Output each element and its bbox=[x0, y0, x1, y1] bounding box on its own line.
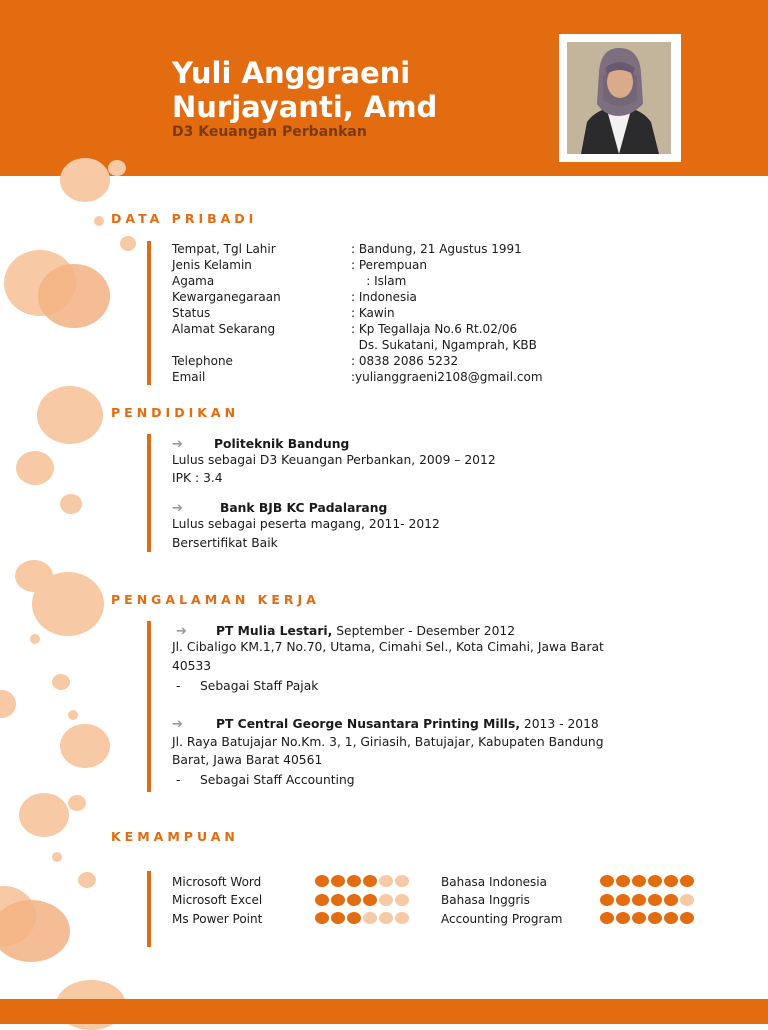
section-bar bbox=[147, 241, 151, 385]
rating-dot-filled bbox=[616, 894, 630, 906]
personal-label: Jenis Kelamin bbox=[172, 258, 252, 272]
rating-dot-empty bbox=[395, 875, 409, 887]
decor-circle bbox=[0, 690, 16, 718]
rating-dot-filled bbox=[680, 875, 694, 887]
rating-dot-filled bbox=[347, 875, 361, 887]
rating-dot-filled bbox=[648, 912, 662, 924]
experience-role: - Sebagai Staff Accounting bbox=[176, 773, 355, 787]
rating-dot-empty bbox=[395, 894, 409, 906]
rating-dot-empty bbox=[379, 875, 393, 887]
header-banner bbox=[0, 0, 768, 176]
name-line-2: Nurjayanti, Amd bbox=[172, 90, 438, 124]
experience-item-title bbox=[172, 715, 599, 734]
decor-circle bbox=[94, 216, 104, 226]
rating-dot-empty bbox=[379, 912, 393, 924]
personal-label: Agama bbox=[172, 274, 215, 288]
rating-dot-filled bbox=[616, 875, 630, 887]
profile-photo-frame bbox=[559, 34, 681, 162]
decor-circle bbox=[78, 872, 96, 888]
skill-name: Ms Power Point bbox=[172, 912, 263, 926]
experience-address: Jl. Raya Batujajar No.Km. 3, 1, Giriasih, Batujajar, Kabupaten Bandung bbox=[172, 735, 604, 749]
decor-circle bbox=[52, 852, 62, 862]
arrow-right-icon: ➔ bbox=[176, 624, 187, 639]
decor-circle bbox=[19, 793, 69, 837]
rating-dot-filled bbox=[648, 894, 662, 906]
skill-rating bbox=[315, 912, 409, 924]
skill-rating bbox=[600, 912, 694, 924]
section-title-kemampuan: KEMAMPUAN bbox=[111, 829, 239, 844]
rating-dot-filled bbox=[632, 875, 646, 887]
section-title-pendidikan: PENDIDIKAN bbox=[111, 405, 240, 420]
arrow-right-icon: ➔ bbox=[172, 717, 183, 732]
name-line-1: Yuli Anggraeni bbox=[172, 56, 411, 90]
rating-dot-filled bbox=[600, 912, 614, 924]
profile-photo-illustration bbox=[567, 42, 671, 154]
section-bar bbox=[147, 621, 151, 792]
decor-circle bbox=[108, 160, 126, 176]
rating-dot-filled bbox=[680, 912, 694, 924]
rating-dot-filled bbox=[600, 894, 614, 906]
decor-circle bbox=[37, 386, 103, 444]
rating-dot-filled bbox=[600, 875, 614, 887]
rating-dot-filled bbox=[363, 875, 377, 887]
profile-photo bbox=[567, 42, 671, 154]
personal-value: : 0838 2086 5232 bbox=[351, 354, 459, 368]
education-detail: Lulus sebagai peserta magang, 2011- 2012 bbox=[172, 517, 440, 531]
rating-dot-filled bbox=[664, 894, 678, 906]
decor-circle bbox=[0, 900, 70, 962]
decor-circle bbox=[68, 710, 78, 720]
personal-label: Kewarganegaraan bbox=[172, 290, 281, 304]
decor-circle bbox=[60, 158, 110, 202]
rating-dot-filled bbox=[331, 912, 345, 924]
decor-circle bbox=[30, 634, 40, 644]
section-title-data-pribadi: DATA PRIBADI bbox=[111, 211, 258, 226]
education-institution: Politeknik Bandung bbox=[214, 437, 350, 451]
decor-circle bbox=[16, 451, 54, 485]
arrow-right-icon: ➔ bbox=[172, 501, 183, 516]
skill-name: Microsoft Excel bbox=[172, 893, 263, 907]
section-title-pengalaman-kerja: PENGALAMAN KERJA bbox=[111, 592, 320, 607]
decor-circle bbox=[68, 795, 86, 811]
experience-address: Barat, Jawa Barat 40561 bbox=[172, 753, 323, 767]
personal-value: : Bandung, 21 Agustus 1991 bbox=[351, 242, 522, 256]
personal-label: Telephone bbox=[172, 354, 233, 368]
rating-dot-filled bbox=[632, 912, 646, 924]
education-institution: Bank BJB KC Padalarang bbox=[220, 501, 388, 515]
arrow-right-icon: ➔ bbox=[172, 437, 183, 452]
rating-dot-filled bbox=[315, 875, 329, 887]
email-value: :yulianggraeni2108@gmail.com bbox=[351, 370, 543, 384]
rating-dot-filled bbox=[347, 912, 361, 924]
rating-dot-filled bbox=[331, 875, 345, 887]
section-bar bbox=[147, 434, 151, 552]
personal-value: : Kawin bbox=[351, 306, 395, 320]
rating-dot-filled bbox=[315, 894, 329, 906]
rating-dot-filled bbox=[664, 875, 678, 887]
experience-company: PT Central George Nusantara Printing Mills, bbox=[216, 717, 520, 731]
personal-value: Ds. Sukatani, Ngamprah, KBB bbox=[351, 338, 537, 352]
decor-circle bbox=[60, 494, 82, 514]
experience-address: 40533 bbox=[172, 659, 212, 673]
personal-value: : Perempuan bbox=[351, 258, 427, 272]
experience-address: Jl. Cibaligo KM.1,7 No.70, Utama, Cimahi Sel., Kota Cimahi, Jawa Barat bbox=[172, 640, 604, 654]
personal-label: Status bbox=[172, 306, 211, 320]
skill-name: Bahasa Inggris bbox=[441, 893, 530, 907]
decor-circle bbox=[52, 674, 70, 690]
skill-name: Accounting Program bbox=[441, 912, 563, 926]
experience-period: 2013 - 2018 bbox=[520, 717, 599, 731]
education-detail: Lulus sebagai D3 Keuangan Perbankan, 2009 – 2012 bbox=[172, 453, 496, 467]
rating-dot-filled bbox=[347, 894, 361, 906]
decor-circle bbox=[38, 264, 110, 328]
personal-label: Tempat, Tgl Lahir bbox=[172, 242, 276, 256]
personal-value: : Kp Tegallaja No.6 Rt.02/06 bbox=[351, 322, 518, 336]
rating-dot-empty bbox=[379, 894, 393, 906]
degree-subtitle: D3 Keuangan Perbankan bbox=[172, 124, 367, 140]
rating-dot-filled bbox=[632, 894, 646, 906]
candidate-name bbox=[172, 56, 437, 124]
personal-value: : Indonesia bbox=[351, 290, 417, 304]
rating-dot-filled bbox=[664, 912, 678, 924]
section-bar bbox=[147, 871, 151, 947]
experience-period: September - Desember 2012 bbox=[332, 624, 516, 638]
footer-bar bbox=[0, 999, 768, 1024]
rating-dot-empty bbox=[680, 894, 694, 906]
rating-dot-filled bbox=[331, 894, 345, 906]
skill-rating bbox=[315, 894, 409, 906]
personal-label: Alamat Sekarang bbox=[172, 322, 276, 336]
decor-circle bbox=[120, 236, 136, 251]
personal-label: Email bbox=[172, 370, 206, 384]
skill-rating bbox=[315, 875, 409, 887]
skill-rating bbox=[600, 894, 694, 906]
rating-dot-empty bbox=[363, 912, 377, 924]
skill-rating bbox=[600, 875, 694, 887]
decor-circle bbox=[32, 572, 104, 636]
rating-dot-filled bbox=[616, 912, 630, 924]
skill-name: Microsoft Word bbox=[172, 875, 262, 889]
personal-value: : Islam bbox=[351, 274, 407, 288]
decor-circle bbox=[60, 724, 110, 768]
experience-company: PT Mulia Lestari, bbox=[216, 624, 333, 638]
rating-dot-filled bbox=[363, 894, 377, 906]
rating-dot-filled bbox=[315, 912, 329, 924]
skill-name: Bahasa Indonesia bbox=[441, 875, 547, 889]
education-detail: Bersertifikat Baik bbox=[172, 536, 278, 550]
rating-dot-empty bbox=[395, 912, 409, 924]
education-detail: IPK : 3.4 bbox=[172, 471, 223, 485]
experience-role: - Sebagai Staff Pajak bbox=[176, 679, 319, 693]
rating-dot-filled bbox=[648, 875, 662, 887]
